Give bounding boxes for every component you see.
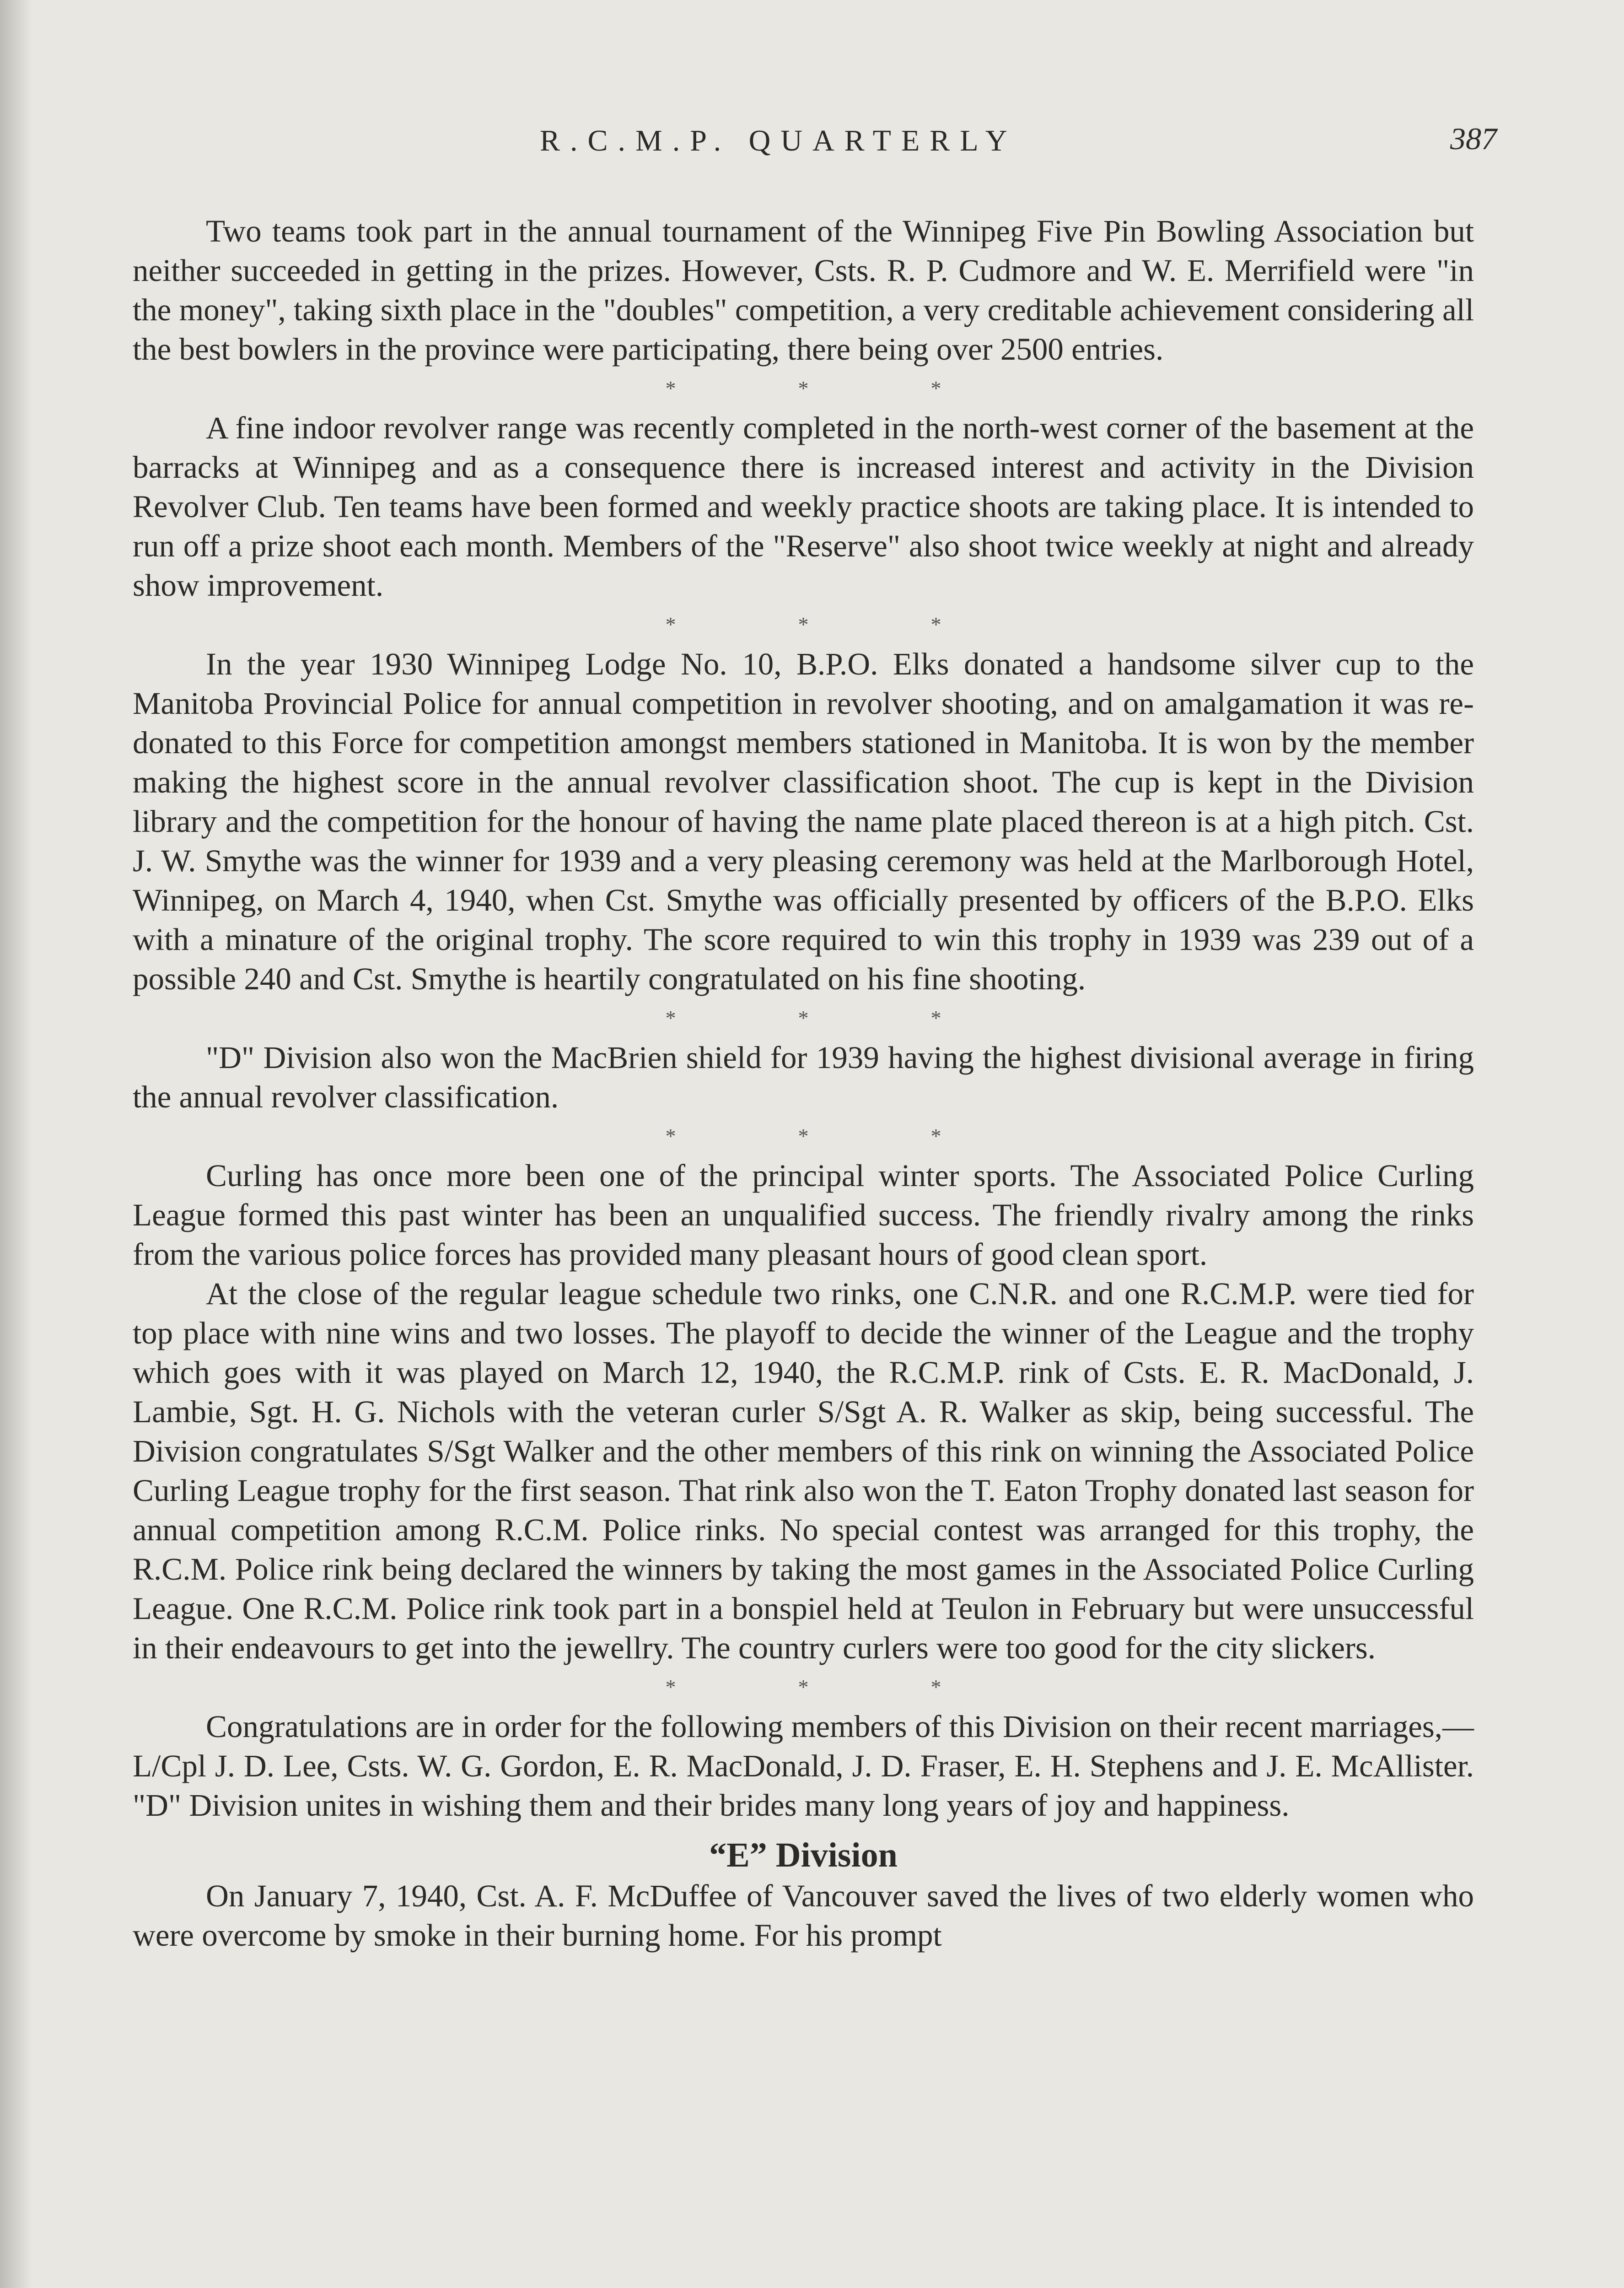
paragraph-mcduffee: On January 7, 1940, Cst. A. F. McDuffee of Vancouver saved the lives of two elderly women who were overcome by smoke in their burning home. For his prompt: [133, 1878, 1474, 1953]
separator-asterisk: *: [798, 1006, 809, 1030]
separator-asterisk: *: [798, 1124, 809, 1148]
separator-asterisk: *: [930, 377, 941, 400]
separator-asterisk: *: [930, 1124, 941, 1148]
separator-asterisk: *: [798, 377, 809, 400]
section-separator: [133, 1667, 1474, 1707]
paragraph-revolver-range: A fine indoor revolver range was recently completed in the north-west corner of the basement at the barracks at Winnipeg and as a consequence there is increased interest and activity in the Division Revolver Club. Ten teams have been formed and weekly practice shoots are taking place. It is intended to run off a prize shoot each month. Members of the "Reserve" also shoot twice weekly at night and already show improvement.: [133, 410, 1474, 603]
journal-title: R.C.M.P. QUARTERLY: [540, 124, 1017, 157]
paragraph-curling-playoff: At the close of the regular league schedule two rinks, one C.N.R. and one R.C.M.P. were tied for top place with nine wins and two losses. The playoff to decide the winner of the League and the trophy which goes with it was played on March 12, 1940, the R.C.M.P. rink of Csts. E. R. MacDonald, J. Lambie, Sgt. H. G. Nichols with the veteran curler S/Sgt A. R. Walker as skip, being successful. The Division congratulates S/Sgt Walker and the other members of this rink on winning the Associated Police Curling League trophy for the first season. That rink also won the T. Eaton Trophy donated last season for annual competition among R.C.M. Police rinks. No special contest was arranged for this trophy, the R.C.M. Police rink being declared the winners by taking the most games in the Associated Police Curling League. One R.C.M. Police rink took part in a bonspiel held at Teulon in February but were unsuccessful in their endeavours to get into the jewellry. The country curlers were too good for the city slickers.: [133, 1276, 1474, 1665]
section-separator: [133, 605, 1474, 644]
separator-asterisk: *: [665, 613, 676, 636]
page-number: 387: [1450, 121, 1497, 156]
section-separator: [133, 369, 1474, 408]
article-body: [133, 211, 1474, 1955]
paragraph-curling: Curling has once more been one of the principal winter sports. The Associated Police Curling League formed this past winter has been an unqualified success. The friendly rivalry among the rinks from the various police forces has provided many pleasant hours of good clean sport.: [133, 1158, 1474, 1272]
paragraph-marriages: Congratulations are in order for the following members of this Division on their recent marriages,—L/Cpl J. D. Lee, Csts. W. G. Gordon, E. R. MacDonald, J. D. Fraser, E. H. Stephens and J. E. McAllister. "D" Division unites in wishing them and their brides many long years of joy and happiness.: [133, 1709, 1474, 1823]
running-head: [0, 121, 1624, 169]
section-separator: [133, 1117, 1474, 1156]
separator-asterisk: *: [930, 613, 941, 636]
separator-asterisk: *: [665, 1124, 676, 1148]
separator-asterisk: *: [665, 1675, 676, 1699]
page-gutter-shadow: [0, 0, 32, 2288]
paragraph-macbrien-shield: "D" Division also won the MacBrien shield for 1939 having the highest divisional average in firing the annual revolver classification.: [133, 1040, 1474, 1114]
separator-asterisk: *: [798, 1675, 809, 1699]
separator-asterisk: *: [798, 613, 809, 636]
section-separator: [133, 998, 1474, 1038]
section-heading-e-division: “E” Division: [709, 1836, 898, 1874]
separator-asterisk: *: [930, 1675, 941, 1699]
separator-asterisk: *: [930, 1006, 941, 1030]
separator-asterisk: *: [665, 1006, 676, 1030]
paragraph-elks-cup: In the year 1930 Winnipeg Lodge No. 10, B.P.O. Elks donated a handsome silver cup to the Manitoba Provincial Police for annual competition in revolver shooting, and on amalgamation it was re-donated to this Force for competition amongst members stationed in Manitoba. It is won by the member making the highest score in the annual revolver classification shoot. The cup is kept in the Division library and the competition for the honour of having the name plate placed thereon is at a high pitch. Cst. J. W. Smythe was the winner for 1939 and a very pleasing ceremony was held at the Marlborough Hotel, Winnipeg, on March 4, 1940, when Cst. Smythe was officially presented by officers of the B.P.O. Elks with a minature of the original trophy. The score required to win this trophy in 1939 was 239 out of a possible 240 and Cst. Smythe is heartily congratulated on his fine shooting.: [133, 647, 1474, 996]
paragraph-bowling: Two teams took part in the annual tournament of the Winnipeg Five Pin Bowling Association but neither succeeded in getting in the prizes. However, Csts. R. P. Cudmore and W. E. Merrifield were "in the money", taking sixth place in the "doubles" competition, a very creditable achievement considering all the best bowlers in the province were participating, there being over 2500 entries.: [133, 214, 1474, 367]
separator-asterisk: *: [665, 377, 676, 400]
